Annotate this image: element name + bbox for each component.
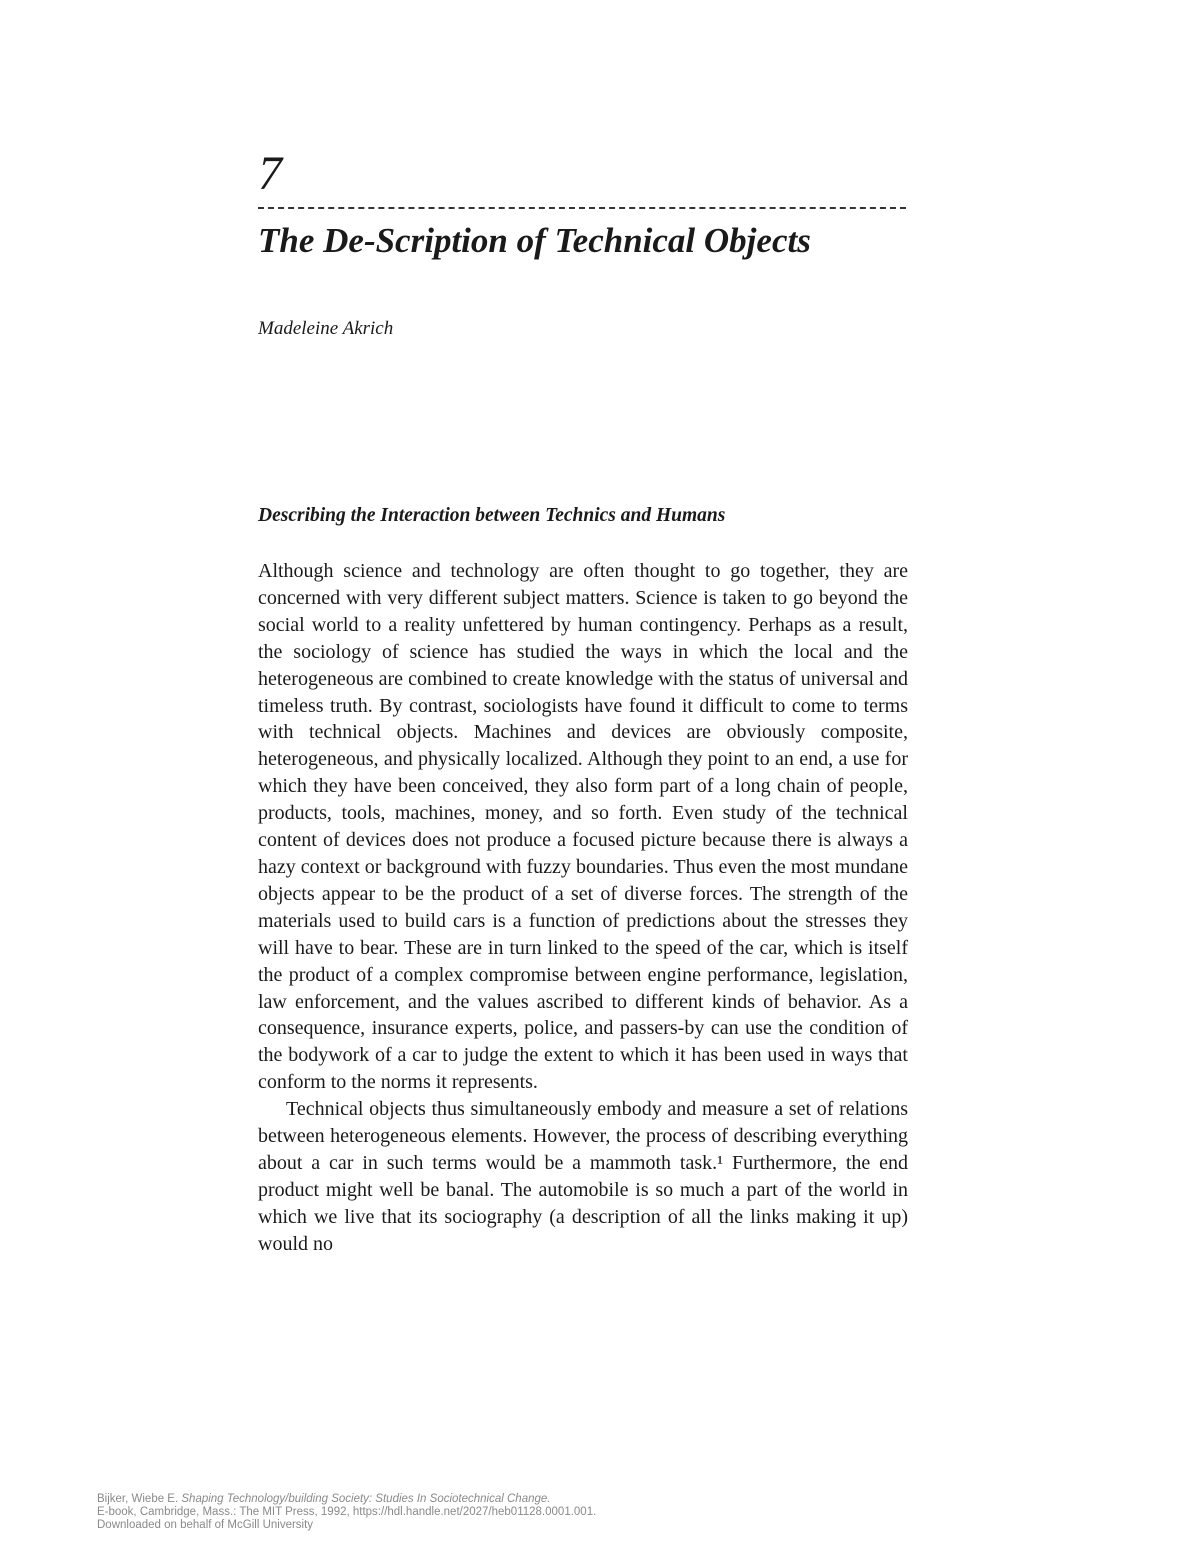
section-heading: Describing the Interaction between Technics and Humans	[258, 505, 726, 526]
body-text	[258, 558, 908, 1258]
paragraph: Although science and technology are often thought to go together, they are concerned with very different subject matters. Science is taken to go beyond the social world to a reality unfettered by human contingency. Perhaps as a result, the sociology of science has studied the ways in which the local and the heterogeneous are combined to create knowledge with the status of universal and timeless truth. By contrast, sociologists have found it difficult to come to terms with technical objects. Machines and devices are obviously composite, heterogeneous, and physically localized. Although they point to an end, a use for which they have been conceived, they also form part of a long chain of people, products, tools, machines, money, and so forth. Even study of the technical content of devices does not produce a focused picture because there is always a hazy context or background with fuzzy boundaries. Thus even the most mundane objects appear to be the product of a set of diverse forces. The strength of the materials used to build cars is a function of predictions about the stresses they will have to bear. These are in turn linked to the speed of the car, which is itself the product of a complex compromise between engine performance, legislation, law enforcement, and the values ascribed to different kinds of behavior. As a consequence, insurance experts, police, and passers-by can use the condition of the bodywork of a car to judge the extent to which it has been used in ways that conform to the norms it represents.	[258, 560, 908, 1094]
chapter-number: 7	[258, 147, 282, 200]
footer-line-3: Downloaded on behalf of McGill University	[97, 1519, 314, 1531]
chapter-title: The De-Scription of Technical Objects	[258, 221, 811, 260]
footer-line-1	[97, 1493, 596, 1506]
chapter-rule	[258, 207, 906, 209]
footer-line-2: E-book, Cambridge, Mass.: The MIT Press, 1992, https://hdl.handle.net/2027/heb01128.0001.001.	[97, 1506, 597, 1518]
footer-book-title: Shaping Technology/building Society: Studies In Sociotechnical Change.	[181, 1493, 551, 1505]
chapter-author: Madeleine Akrich	[258, 318, 394, 339]
footer-author: Bijker, Wiebe E.	[97, 1493, 182, 1505]
paragraph: Technical objects thus simultaneously embody and measure a set of relations between heterogeneous elements. However, the process of describing everything about a car in such terms would be a mammoth task.¹ Furthermore, the end product might well be banal. The automobile is so much a part of the world in which we live that its sociography (a description of all the links making it up) would no	[258, 1098, 908, 1255]
citation-footer	[97, 1493, 596, 1532]
